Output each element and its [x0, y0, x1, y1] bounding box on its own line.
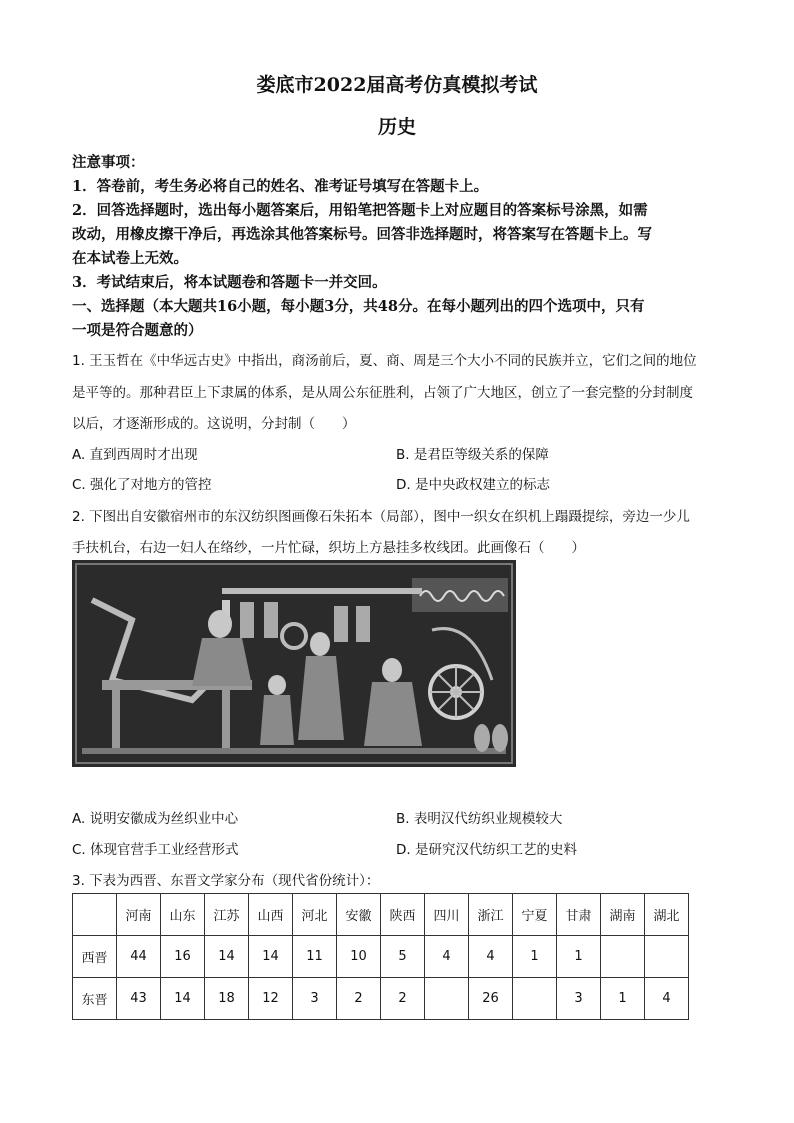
- table-header-cell: 江苏: [205, 894, 249, 936]
- table-header-cell: 浙江: [469, 894, 513, 936]
- table-cell: 14: [205, 936, 249, 978]
- question-2-text: 手扶机台，右边一妇人在络纱，一片忙碌，织坊上方悬挂多枚线团。此画像石（ ）: [72, 540, 585, 556]
- table-row: [73, 936, 689, 978]
- table-cell: 26: [469, 978, 513, 1020]
- section-heading: 一、选择题（本大题共16小题，每小题3分，共48分。在每小题列出的四个选项中，只有: [72, 298, 645, 315]
- section-heading-cont: 一项是符合题意的）: [72, 322, 203, 339]
- table-cell: 1: [601, 978, 645, 1020]
- table-cell: 4: [425, 936, 469, 978]
- table-header-row: [73, 894, 689, 936]
- table-header-cell: 甘肃: [557, 894, 601, 936]
- table-cell: 2: [381, 978, 425, 1020]
- question-1-option-c[interactable]: C. 强化了对地方的管控: [72, 477, 212, 493]
- question-2-option-d[interactable]: D. 是研究汉代纺织工艺的史料: [396, 842, 577, 858]
- weaving-stone-rubbing-image: [72, 560, 516, 767]
- table-header-cell: 山东: [161, 894, 205, 936]
- note-item: 在本试卷上无效。: [72, 250, 188, 267]
- table-header-cell: 四川: [425, 894, 469, 936]
- table-header-cell: 湖北: [645, 894, 689, 936]
- question-1-text: 是平等的。那种君臣上下隶属的体系，是从周公东征胜利，占领了广大地区，创立了一套完整的分封制度: [72, 385, 693, 401]
- question-1-option-b[interactable]: B. 是君臣等级关系的保障: [396, 447, 549, 463]
- table-cell: 2: [337, 978, 381, 1020]
- question-3-text: 3. 下表为西晋、东晋文学家分布（现代省份统计）：: [72, 873, 380, 889]
- table-cell: [645, 936, 689, 978]
- table-cell: 1: [557, 936, 601, 978]
- table-cell: 12: [249, 978, 293, 1020]
- note-item: 1．答卷前，考生务必将自己的姓名、准考证号填写在答题卡上。: [72, 178, 489, 195]
- question-1-text: 1. 王玉哲在《中华远古史》中指出，商汤前后，夏、商、周是三个大小不同的民族并立，它们之间的地位: [72, 353, 697, 369]
- table-header-cell: 安徽: [337, 894, 381, 936]
- question-2-option-a[interactable]: A. 说明安徽成为丝织业中心: [72, 811, 239, 827]
- table-cell: 43: [117, 978, 161, 1020]
- table-cell: 3: [557, 978, 601, 1020]
- subject-title: 历史: [377, 116, 416, 138]
- question-2-option-b[interactable]: B. 表明汉代纺织业规模较大: [396, 811, 563, 827]
- table-cell: [513, 978, 557, 1020]
- table-header-cell: 宁夏: [513, 894, 557, 936]
- writer-distribution-table: [72, 893, 689, 1020]
- notes-heading: 注意事项：: [72, 154, 145, 171]
- table-header-cell: 山西: [249, 894, 293, 936]
- note-item: 改动，用橡皮擦干净后，再选涂其他答案标号。回答非选择题时，将答案写在答题卡上。写: [72, 226, 652, 243]
- question-1-text: 以后，才逐渐形成的。这说明，分封制（ ）: [72, 416, 356, 432]
- table-header-cell: [73, 894, 117, 936]
- question-1-option-d[interactable]: D. 是中央政权建立的标志: [396, 477, 550, 493]
- table-cell: 14: [249, 936, 293, 978]
- question-2-text: 2. 下图出自安徽宿州市的东汉纺织图画像石朱拓本（局部），图中一织女在织机上蹋蹑提综，旁边一少儿: [72, 509, 690, 525]
- table-cell: 11: [293, 936, 337, 978]
- table-header-cell: 河南: [117, 894, 161, 936]
- table-cell: [425, 978, 469, 1020]
- table-cell: 5: [381, 936, 425, 978]
- table-row: [73, 978, 689, 1020]
- table-cell: 4: [645, 978, 689, 1020]
- table-header-cell: 湖南: [601, 894, 645, 936]
- table-cell: 1: [513, 936, 557, 978]
- table-cell: 西晋: [73, 936, 117, 978]
- table-cell: 3: [293, 978, 337, 1020]
- table-header-cell: 河北: [293, 894, 337, 936]
- table-cell: 10: [337, 936, 381, 978]
- table-cell: 4: [469, 936, 513, 978]
- table-cell: 44: [117, 936, 161, 978]
- question-1-option-a[interactable]: A. 直到西周时才出现: [72, 447, 198, 463]
- table-cell: 东晋: [73, 978, 117, 1020]
- exam-title: 娄底市2022届高考仿真模拟考试: [256, 74, 538, 96]
- table-cell: [601, 936, 645, 978]
- table-cell: 14: [161, 978, 205, 1020]
- table-header-cell: 陕西: [381, 894, 425, 936]
- table-cell: 16: [161, 936, 205, 978]
- note-item: 3．考试结束后，将本试题卷和答题卡一并交回。: [72, 274, 387, 291]
- table-cell: 18: [205, 978, 249, 1020]
- note-item: 2．回答选择题时，选出每小题答案后，用铅笔把答题卡上对应题目的答案标号涂黑，如需: [72, 202, 648, 219]
- question-2-option-c[interactable]: C. 体现官营手工业经营形式: [72, 842, 239, 858]
